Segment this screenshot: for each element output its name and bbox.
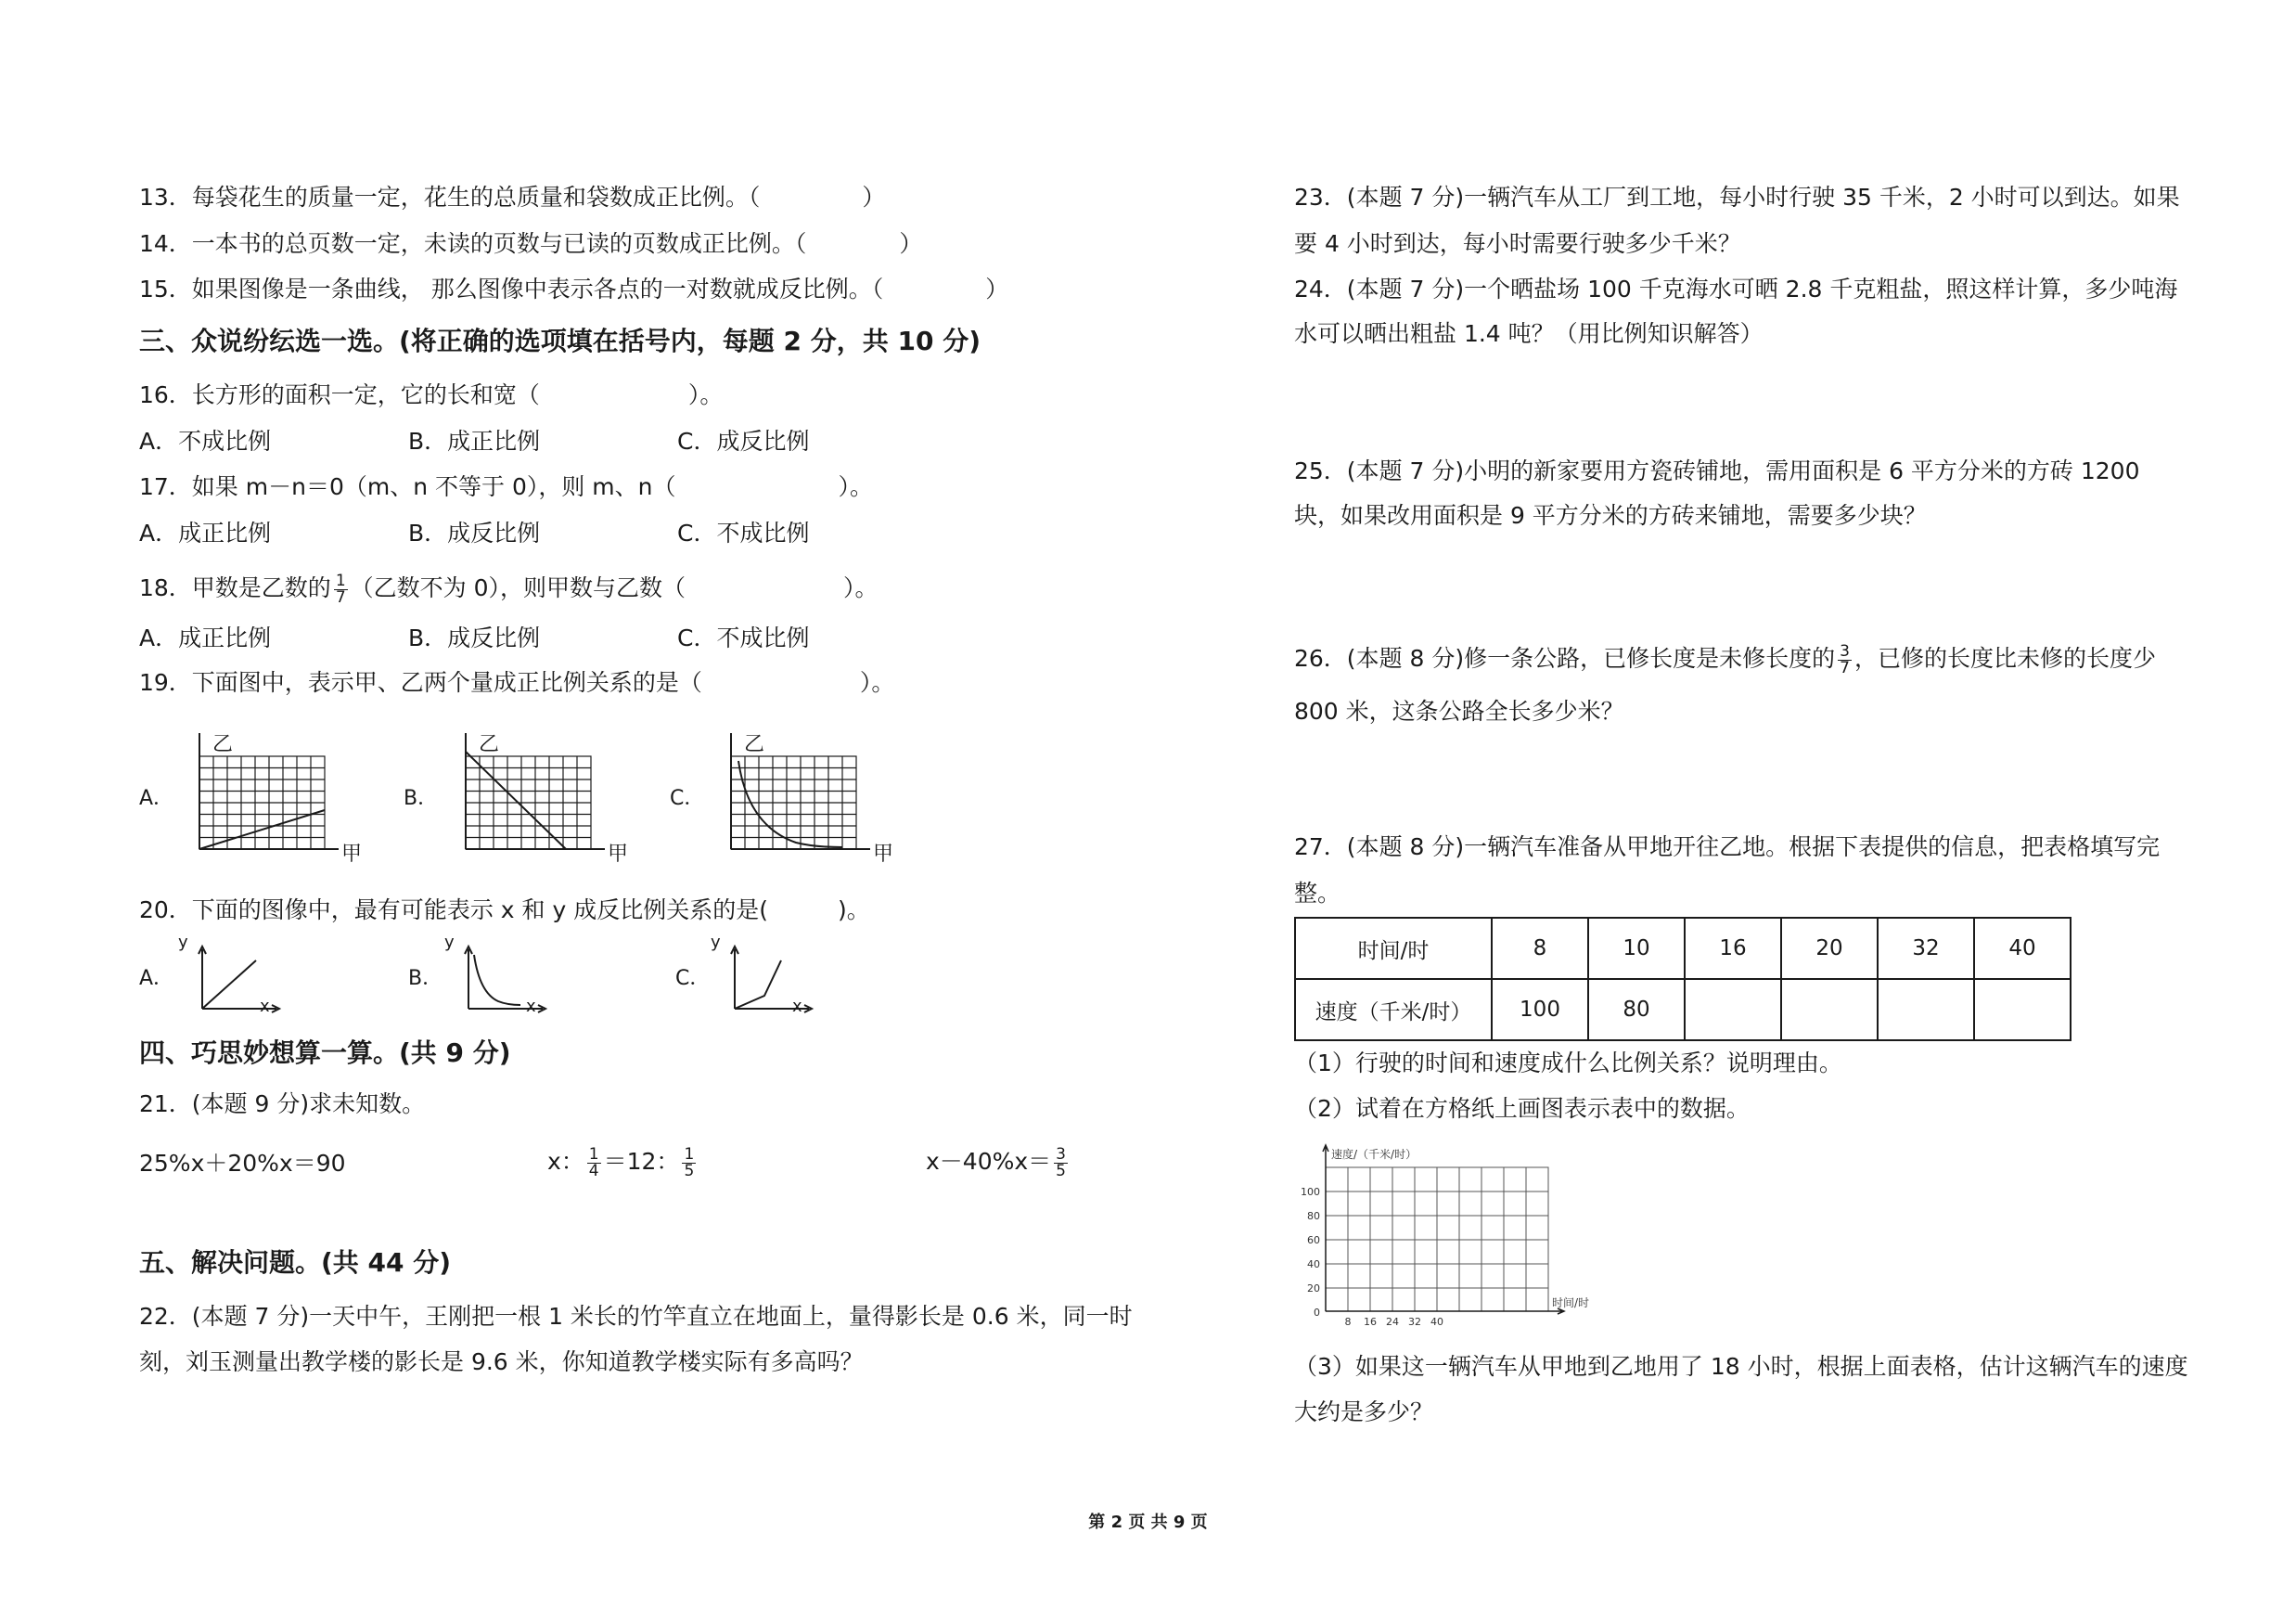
question-27-line-2: 整。 [1294, 880, 1341, 907]
table-cell: 10 [1588, 918, 1685, 979]
question-26-line-2: 800 米，这条公路全长多少米？ [1294, 698, 1624, 725]
fraction-one-quarter: $\frac{1}{4}$ [588, 1144, 599, 1180]
q19-option-b-label[interactable]: B． [404, 787, 439, 810]
option-c[interactable]: C．不成比例 [677, 520, 810, 547]
speed-time-grid[interactable] [1294, 1141, 1590, 1336]
question-27-line-1: 27．(本题 8 分)一辆汽车准备从甲地开往乙地。根据下表提供的信息，把表格填写完 [1294, 833, 2161, 860]
option-c[interactable]: C．成反比例 [677, 428, 810, 455]
q20-a-x-label: x [260, 997, 270, 1016]
option-c[interactable]: C．不成比例 [677, 625, 810, 651]
table-cell-blank[interactable] [1878, 979, 1974, 1040]
table-cell: 80 [1588, 979, 1685, 1040]
time-speed-table [1294, 917, 2072, 1041]
hyperbola-curve [738, 761, 842, 847]
question-27-part-3-line-1: （3）如果这一辆汽车从甲地到乙地用了 18 小时，根据上面表格，估计这辆汽车的速度 [1294, 1353, 2188, 1380]
table-cell-blank[interactable] [1781, 979, 1878, 1040]
page-footer: 第 2 页 共 9 页 [1088, 1513, 1208, 1532]
q20-option-a-label[interactable]: A． [139, 967, 174, 990]
y-tick: 100 [1301, 1186, 1320, 1198]
table-cell: 16 [1685, 918, 1781, 979]
question-22-line-1: 22．(本题 7 分)一天中午，王刚把一根 1 米长的竹竿直立在地面上，量得影长是 0.6 米，同一时 [139, 1303, 1133, 1330]
fraction-one-seventh: $\frac{1}{7}$ [335, 571, 346, 607]
q19-a-y-label: 乙 [212, 733, 234, 756]
y-tick: 60 [1307, 1234, 1320, 1246]
q20-graph-c[interactable] [725, 942, 818, 1016]
question-23-line-1: 23．(本题 7 分)一辆汽车从工厂到工地，每小时行驶 35 千米，2 小时可以到达。如果 [1294, 184, 2180, 211]
q19-b-y-label: 乙 [479, 733, 500, 756]
x-tick: 16 [1364, 1316, 1377, 1328]
q19-option-a-label[interactable]: A． [139, 787, 174, 810]
table-row-time [1295, 918, 2071, 979]
x-axis-label: 时间/时 [1552, 1296, 1590, 1309]
question-25-line-2: 块，如果改用面积是 9 平方分米的方砖来铺地，需要多少块？ [1294, 502, 1927, 529]
question-24-line-2: 水可以晒出粗盐 1.4 吨？（用比例知识解答） [1294, 320, 1764, 347]
question-18: 18．甲数是乙数的 $\frac{1}{7}$ （乙数不为 0），则甲数与乙数（ ）。 [139, 571, 879, 607]
table-header-speed: 速度（千米/时） [1295, 979, 1492, 1040]
y-tick: 0 [1314, 1307, 1320, 1319]
y-tick: 40 [1307, 1258, 1320, 1270]
table-cell: 40 [1974, 918, 2071, 979]
question-22-line-2: 刻，刘玉测量出教学楼的影长是 9.6 米，你知道教学楼实际有多高吗？ [139, 1348, 864, 1375]
equation-2: x： $\frac{1}{4}$ ＝12： $\frac{1}{5}$ [547, 1144, 695, 1180]
table-cell: 100 [1492, 979, 1588, 1040]
q20-option-b-label[interactable]: B． [408, 967, 443, 990]
broken-line [735, 960, 781, 1009]
q20-c-y-label: y [711, 933, 721, 952]
q19-b-x-label: 甲 [608, 843, 629, 866]
table-row-speed [1295, 979, 2071, 1040]
option-b[interactable]: B．成反比例 [408, 520, 541, 547]
option-b[interactable]: B．成反比例 [408, 625, 541, 651]
table-header-time: 时间/时 [1295, 918, 1492, 979]
straight-line [202, 960, 256, 1009]
question-27-part-1: （1）行驶的时间和速度成什么比例关系？说明理由。 [1294, 1050, 1842, 1076]
q20-c-x-label: x [792, 997, 802, 1016]
question-13: 13．每袋花生的质量一定，花生的总质量和袋数成正比例。（ ） [139, 184, 886, 211]
question-26-line-1: 26．(本题 8 分)修一条公路，已修长度是未修长度的 $\frac{3}{7}$ ，已修的长度比未修的长度少 [1294, 641, 2156, 677]
option-a[interactable]: A．成正比例 [139, 625, 272, 651]
question-24-line-1: 24．(本题 7 分)一个晒盐场 100 千克海水可晒 2.8 千克粗盐，照这样计算，多少吨海 [1294, 276, 2178, 303]
table-cell: 8 [1492, 918, 1588, 979]
question-19: 19．下面图中，表示甲、乙两个量成正比例关系的是（ ）。 [139, 669, 895, 696]
q20-graph-b[interactable] [459, 942, 552, 1016]
fraction-three-sevenths: $\frac{3}{7}$ [1840, 641, 1850, 677]
option-a[interactable]: A．成正比例 [139, 520, 272, 547]
section-4-heading: 四、巧思妙想算一算。(共 9 分) [139, 1037, 511, 1068]
hyperbola-curve [474, 955, 520, 1005]
question-21: 21．(本题 9 分)求未知数。 [139, 1090, 426, 1117]
x-tick: 24 [1386, 1316, 1399, 1328]
q20-b-x-label: x [526, 997, 536, 1016]
q19-option-c-label[interactable]: C． [670, 787, 705, 810]
question-23-line-2: 要 4 小时到达，每小时需要行驶多少千米？ [1294, 230, 1741, 257]
grid [199, 756, 325, 849]
y-tick: 20 [1307, 1282, 1320, 1295]
falling-line [466, 752, 566, 849]
question-27-part-3-line-2: 大约是多少？ [1294, 1398, 1434, 1425]
fraction-three-fifths: $\frac{3}{5}$ [1056, 1144, 1066, 1180]
question-14: 14．一本书的总页数一定，未读的页数与已读的页数成正比例。（ ） [139, 230, 923, 257]
question-25-line-1: 25．(本题 7 分)小明的新家要用方瓷砖铺地，需用面积是 6 平方分米的方砖 1200 [1294, 457, 2140, 484]
question-20: 20．下面的图像中，最有可能表示 x 和 y 成反比例关系的是( )。 [139, 896, 870, 923]
grid-lines [1323, 1145, 1564, 1314]
fraction-one-fifth: $\frac{1}{5}$ [684, 1144, 695, 1180]
x-tick: 40 [1430, 1316, 1443, 1328]
q19-c-x-label: 甲 [873, 843, 894, 866]
rising-line [199, 810, 325, 849]
question-16: 16．长方形的面积一定，它的长和宽（ ）。 [139, 381, 724, 408]
question-17: 17．如果 m－n＝0（m、n 不等于 0），则 m、n（ ）。 [139, 473, 874, 500]
q20-graph-a[interactable] [193, 942, 286, 1016]
x-tick: 8 [1344, 1316, 1352, 1328]
table-cell: 32 [1878, 918, 1974, 979]
question-27-part-2: （2）试着在方格纸上画图表示表中的数据。 [1294, 1095, 1750, 1122]
table-cell: 20 [1781, 918, 1878, 979]
question-15: 15．如果图像是一条曲线， 那么图像中表示各点的一对数就成反比例。（ ） [139, 276, 1009, 303]
table-cell-blank[interactable] [1974, 979, 2071, 1040]
x-tick: 32 [1408, 1316, 1421, 1328]
equation-3: x－40%x＝ $\frac{3}{5}$ [926, 1144, 1066, 1180]
section-5-heading: 五、解决问题。(共 44 分) [139, 1247, 452, 1278]
option-b[interactable]: B．成正比例 [408, 428, 541, 455]
section-3-heading: 三、众说纷纭选一选。(将正确的选项填在括号内，每题 2 分，共 10 分) [139, 326, 981, 356]
y-axis-label: 速度/（千米/时） [1331, 1148, 1417, 1161]
option-a[interactable]: A．不成比例 [139, 428, 272, 455]
table-cell-blank[interactable] [1685, 979, 1781, 1040]
q20-a-y-label: y [178, 933, 188, 952]
q19-c-y-label: 乙 [744, 733, 765, 756]
grid-tick-labels [1301, 1147, 1589, 1328]
y-tick: 80 [1307, 1210, 1320, 1222]
equation-1: 25%x＋20%x＝90 [139, 1150, 346, 1177]
q19-a-x-label: 甲 [341, 843, 363, 866]
q20-option-c-label[interactable]: C． [675, 967, 711, 990]
q20-b-y-label: y [444, 933, 455, 952]
